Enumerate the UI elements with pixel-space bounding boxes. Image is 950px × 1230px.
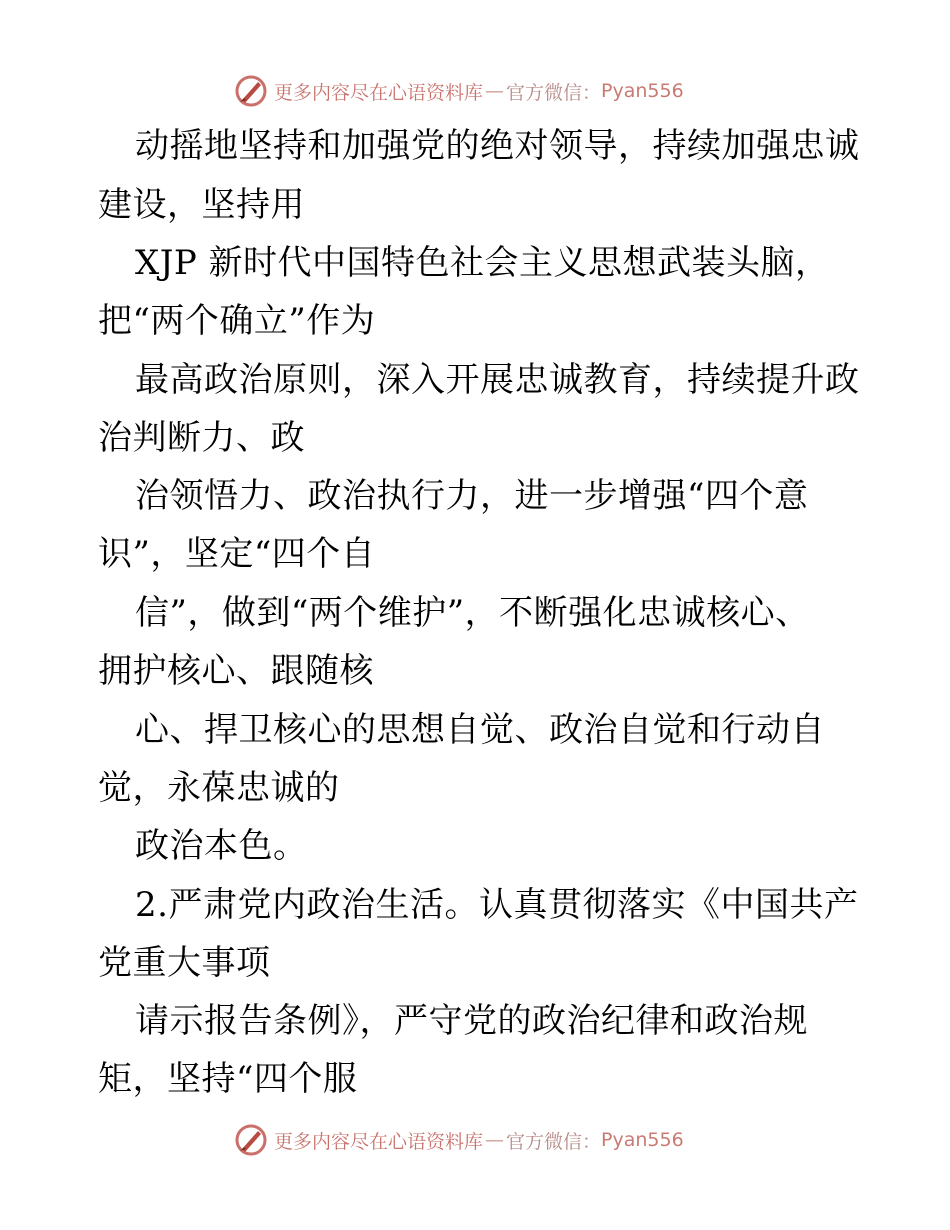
watermark-dash: — (485, 80, 505, 102)
text-line: XJP 新时代中国特色社会主义思想武装头脑， (135, 243, 830, 283)
text-line: 动摇地坚持和加强党的绝对领导，持续加强忠诚 (135, 126, 860, 166)
watermark-sub-text: 官方微信： (506, 1130, 602, 1153)
text-line: 矩，坚持“四个服 (98, 1059, 358, 1099)
text-line: 拥护核心、跟随核 (98, 651, 374, 691)
text-line: 政治本色。 (135, 826, 308, 866)
quill-pen-logo-icon (234, 1123, 268, 1157)
text-line: 把“两个确立”作为 (98, 301, 376, 341)
watermark-sub-text: 官方微信： (506, 81, 602, 104)
text-line: 信”，做到“两个维护”，不断强化忠诚核心、 (135, 593, 810, 633)
watermark-main-text: 更多内容尽在心语资料库 (274, 81, 484, 104)
text-line: 建设，坚持用 (98, 185, 305, 225)
text-line: 心、捍卫核心的思想自觉、政治自觉和行动自 (135, 710, 825, 750)
quill-pen-logo-icon (234, 74, 268, 108)
text-line: 请示报告条例》，严守党的政治纪律和政治规 (135, 1001, 808, 1041)
text-line: 2.严肃党内政治生活。认真贯彻落实《中国共产 (135, 885, 859, 925)
watermark-wechat-id: Pyan556 (601, 80, 684, 102)
text-line: 觉，永葆忠诚的 (98, 768, 340, 808)
header-watermark (234, 71, 684, 111)
text-line: 识”，坚定“四个自 (98, 534, 376, 574)
watermark-wechat-id: Pyan556 (601, 1129, 684, 1151)
text-line: 治判断力、政 (98, 418, 305, 458)
footer-watermark (234, 1120, 684, 1160)
text-line: 治领悟力、政治执行力，进一步增强“四个意 (135, 476, 809, 516)
watermark-main-text: 更多内容尽在心语资料库 (274, 1130, 484, 1153)
text-line: 最高政治原则，深入开展忠诚教育，持续提升政 (135, 360, 860, 400)
watermark-dash: — (485, 1129, 505, 1151)
text-line: 党重大事项 (98, 943, 271, 983)
